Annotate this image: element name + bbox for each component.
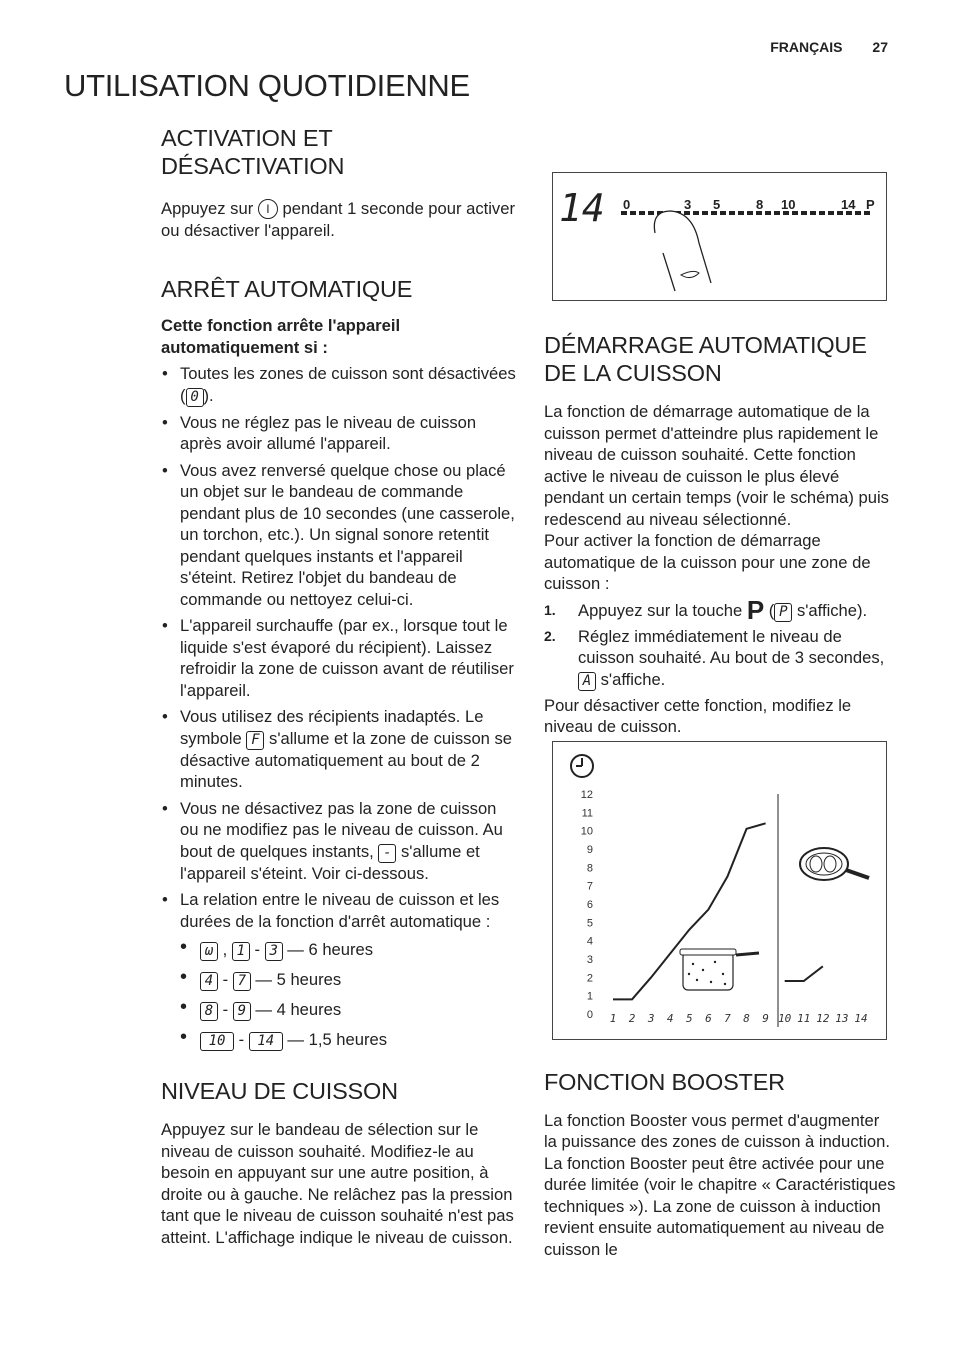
x-tick-label: 4: [666, 1011, 674, 1025]
auto-off-list: [161, 363, 517, 1055]
y-tick-label: 3: [586, 953, 593, 966]
x-tick-label: 14: [854, 1011, 868, 1025]
list-item: • Vous utilisez des récipients inadaptés. Le symbole F s'allume et la zone de cuisson se désactive automatiquement au bout de 2 minutes.: [161, 706, 517, 793]
auto-start-p2: Pour activer la fonction de démarrage automatique de la cuisson pour une zone de cuisson :: [544, 531, 871, 593]
x-tick-label: 2: [628, 1011, 636, 1025]
list-item: • Toutes les zones de cuisson sont désactivées ( 0 ).: [161, 363, 517, 407]
y-tick-label: 9: [586, 843, 593, 856]
f-symbol-icon: F: [246, 731, 264, 750]
page-number: 27: [872, 39, 888, 55]
duration-row: • 10 - 14 — 1,5 heures: [180, 1025, 517, 1055]
y-tick-label: 6: [586, 898, 593, 911]
right-column: [544, 125, 896, 1260]
x-tick-label: 3: [647, 1011, 655, 1025]
y-tick-label: 2: [586, 971, 593, 984]
level-display: 14: [559, 186, 605, 230]
y-tick-label: 8: [586, 861, 593, 874]
power-key-icon: I: [258, 199, 278, 219]
y-tick-label: 1: [586, 990, 593, 1003]
x-tick-label: 10: [778, 1011, 792, 1025]
auto-start-chart: [552, 741, 887, 1040]
auto-off-heading: ARRÊT AUTOMATIQUE: [161, 276, 413, 302]
step-item: 1. Appuyez sur la touche P ( P s'affiche).: [544, 594, 868, 625]
zero-symbol-icon: 0: [186, 388, 204, 407]
level-heading: NIVEAU DE CUISSON: [161, 1078, 398, 1104]
x-tick-label: 11: [797, 1011, 811, 1025]
booster-text: La fonction Booster vous permet d'augmenter la puissance des zones de cuisson à induction. La fonction Booster peut être activée pour une durée limitée (voir le chapitre « Caractéristiques techniques »). La zone de cuisson à induction revient ensuite automatiquement au niveau de cuisson le: [544, 1110, 896, 1259]
clock-icon: [571, 755, 593, 777]
a-symbol-icon: A: [578, 672, 596, 691]
x-tick-label: 12: [816, 1011, 830, 1025]
scale-label: 5: [713, 197, 721, 212]
frying-pan-icon: [800, 848, 869, 880]
language-label: FRANÇAIS: [770, 39, 843, 55]
auto-start-p1: La fonction de démarrage automatique de la cuisson permet d'atteindre plus rapidement le niveau de cuisson souhaité. Cette fonction active le niveau de cuisson le plus élevé pendant un certain temps (voir le schéma) puis redescend au niveau sélectionné.: [544, 402, 889, 529]
dash-symbol-icon: -: [378, 844, 396, 863]
scale-label: 10: [781, 197, 796, 212]
x-tick-label: 8: [743, 1011, 750, 1025]
left-column: [161, 124, 517, 1248]
y-tick-label: 5: [586, 916, 593, 929]
scale-label: 0: [623, 197, 631, 212]
series-line-1: [785, 966, 823, 981]
scale-label: 8: [756, 197, 764, 212]
page-title: UTILISATION QUOTIDIENNE: [64, 68, 470, 103]
list-item: • Vous avez renversé quelque chose ou placé un objet sur le bandeau de commande pendant plus de 10 secondes (une casserole, un torchon, etc.). Un signal sonore retentit pendant quelques instants et l'appareil s'éteint. Retirez l'objet du bandeau de commande ou nettoyez celui-ci.: [161, 460, 517, 611]
y-tick-label: 7: [586, 880, 593, 893]
step-item: 2. Réglez immédiatement le niveau de cuisson souhaité. Au bout de 3 secondes, A s'affiche.: [544, 626, 885, 689]
list-item: • La relation entre le niveau de cuisson et les durées de la fonction d'arrêt automatique : • ω , 1 - 3 — 6 heures • 4 - 7 — 5 heures • 8 - 9 — 4 heures • 10 - 14 — 1,5 heures: [161, 889, 517, 1055]
chart-svg: [553, 742, 886, 1039]
x-tick-label: 9: [762, 1011, 769, 1025]
y-tick-label: 11: [581, 806, 593, 819]
scale-label: 14: [841, 197, 856, 212]
y-ticks: [581, 789, 593, 1021]
y-tick-label: 4: [586, 935, 593, 948]
y-tick-label: 12: [580, 788, 593, 801]
level-selector-illustration: [553, 173, 886, 300]
activation-heading: ACTIVATION ET DÉSACTIVATION: [161, 125, 345, 179]
level-duration-list: [180, 935, 517, 1055]
x-ticks: [610, 1012, 868, 1025]
x-tick-label: 13: [835, 1011, 849, 1025]
pot-icon: [680, 949, 759, 990]
p-symbol-icon: P: [774, 603, 792, 622]
booster-heading: FONCTION BOOSTER: [544, 1068, 785, 1095]
p-key-icon: P: [746, 594, 765, 625]
auto-start-p3: Pour désactiver cette fonction, modifiez le niveau de cuisson.: [544, 695, 852, 736]
x-tick-label: 6: [705, 1011, 712, 1025]
x-tick-label: 7: [724, 1011, 731, 1025]
auto-start-heading: DÉMARRAGE AUTOMATIQUE DE LA CUISSON: [544, 332, 867, 386]
scale-label: 3: [684, 197, 692, 212]
auto-off-intro: Cette fonction arrête l'appareil automatiquement si :: [161, 316, 401, 357]
fingernail-icon: [681, 271, 699, 277]
duration-row: • 8 - 9 — 4 heures: [180, 995, 517, 1025]
activation-text: Appuyez sur I pendant 1 seconde pour activer ou désactiver l'appareil.: [161, 199, 515, 240]
duration-row: • 4 - 7 — 5 heures: [180, 965, 517, 995]
level-selector-figure: [552, 172, 887, 301]
finger-icon: [654, 211, 711, 291]
list-item: • L'appareil surchauffe (par ex., lorsque tout le liquide s'est évaporé du récipient). Laissez refroidir la zone de cuisson avant de réutiliser l'appareil.: [161, 615, 517, 701]
x-tick-label: 1: [609, 1011, 617, 1025]
list-item: • Vous ne désactivez pas la zone de cuisson ou ne modifiez pas le niveau de cuisson. Au bout de quelques instants, - s'allume et l'appareil s'éteint. Voir ci-dessous.: [161, 798, 517, 885]
scale-label: P: [866, 197, 875, 212]
page-header: [744, 39, 888, 55]
x-tick-label: 5: [685, 1011, 693, 1025]
list-item: • Vous ne réglez pas le niveau de cuisson après avoir allumé l'appareil.: [161, 412, 517, 455]
duration-row: • ω , 1 - 3 — 6 heures: [180, 935, 517, 965]
y-tick-label: 0: [586, 1008, 593, 1021]
level-text: Appuyez sur le bandeau de sélection sur le niveau de cuisson souhaité. Modifiez-le au besoin en appuyant sur une autre position, à droite ou à gauche. Ne relâchez pas la pression tant que le niveau de cuisson souhaité n'est pas atteint. L'affichage indique le niveau de cuisson.: [161, 1120, 514, 1247]
y-tick-label: 10: [580, 825, 593, 838]
auto-start-steps: [544, 594, 896, 691]
